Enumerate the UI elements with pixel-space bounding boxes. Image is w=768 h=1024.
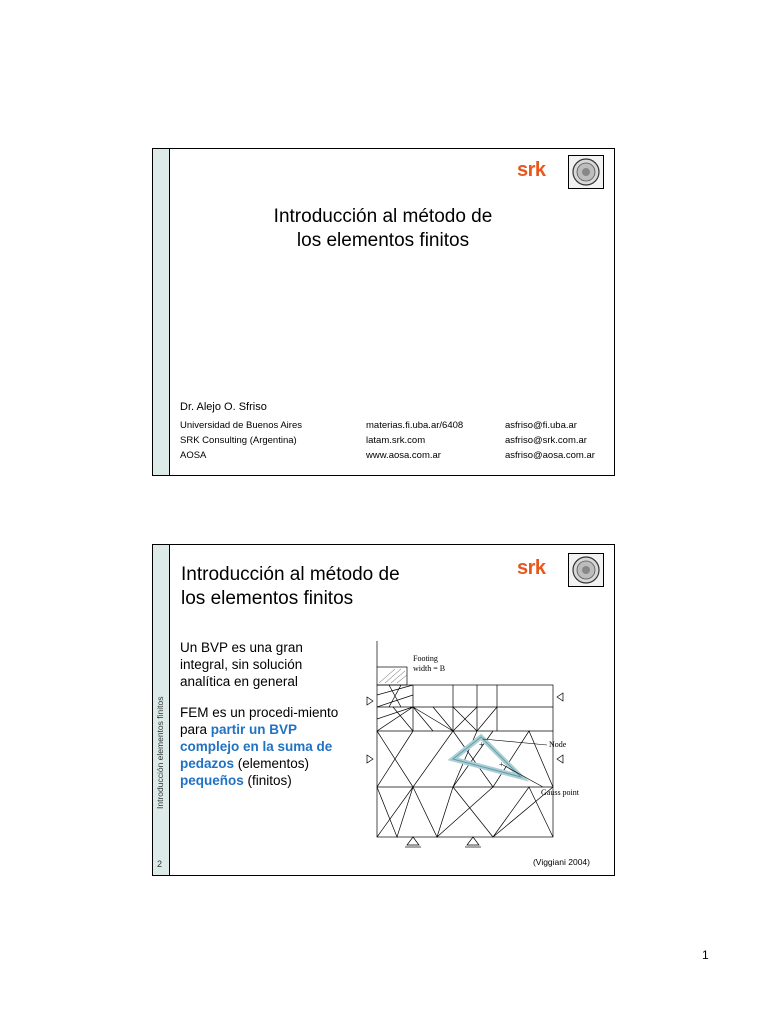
title-slide [152, 148, 615, 476]
website-link[interactable]: www.aosa.com.ar [366, 450, 441, 461]
paragraph-text: (finitos) [243, 773, 292, 788]
slide-body [180, 639, 340, 803]
author-name: Dr. Alejo O. Sfriso [180, 401, 267, 413]
slide-title: Introducción al método de los elementos finitos [273, 206, 493, 251]
slide-sidebar [153, 149, 170, 475]
organization: Universidad de Buenos Aires [180, 420, 302, 431]
node-label: Node [549, 740, 567, 749]
gauss-point-label: Gauss point [541, 788, 579, 797]
contact-row [180, 433, 610, 448]
srk-logo: srk [517, 159, 546, 181]
email-link[interactable]: asfriso@srk.com.ar [505, 435, 587, 446]
organization: SRK Consulting (Argentina) [180, 435, 297, 446]
footing-label: Footing width = B [413, 654, 446, 673]
node-marker: + [479, 740, 484, 749]
contact-table [180, 418, 610, 463]
fem-mesh-figure [353, 637, 613, 867]
paragraph-text: FEM es un procedi-miento para [180, 705, 339, 737]
website-link[interactable]: latam.srk.com [366, 435, 426, 446]
organization: AOSA [180, 450, 207, 461]
university-seal-icon [568, 155, 604, 189]
contact-row [180, 448, 610, 463]
university-seal-icon [568, 553, 604, 587]
content-slide [152, 544, 615, 876]
paragraph-fem [180, 704, 340, 789]
highlight-text: pequeños [180, 773, 244, 788]
website-link[interactable]: materias.fi.uba.ar/6408 [366, 420, 464, 431]
email-link[interactable]: asfriso@fi.uba.ar [505, 420, 577, 431]
gauss-marker: + [499, 760, 504, 769]
page-number: 1 [702, 948, 709, 962]
sidebar-label: Introducción elementos finitos [155, 696, 165, 809]
paragraph-text: (elementos) [234, 756, 310, 771]
slide-title: Introducción al método de los elementos finitos [181, 564, 400, 609]
slide-sidebar [153, 545, 170, 875]
highlight-text: partir un BVP complejo en la suma de pedazos [180, 722, 333, 771]
figure-credit: (Viggiani 2004) [532, 857, 590, 867]
mesh-diagram [353, 637, 613, 867]
email-link[interactable]: asfriso@aosa.com.ar [505, 450, 595, 461]
contact-row [180, 418, 610, 433]
paragraph-bvp: Un BVP es una gran integral, sin solución analítica en general [180, 640, 303, 689]
slide-number: 2 [157, 859, 163, 869]
srk-logo: srk [517, 557, 546, 579]
